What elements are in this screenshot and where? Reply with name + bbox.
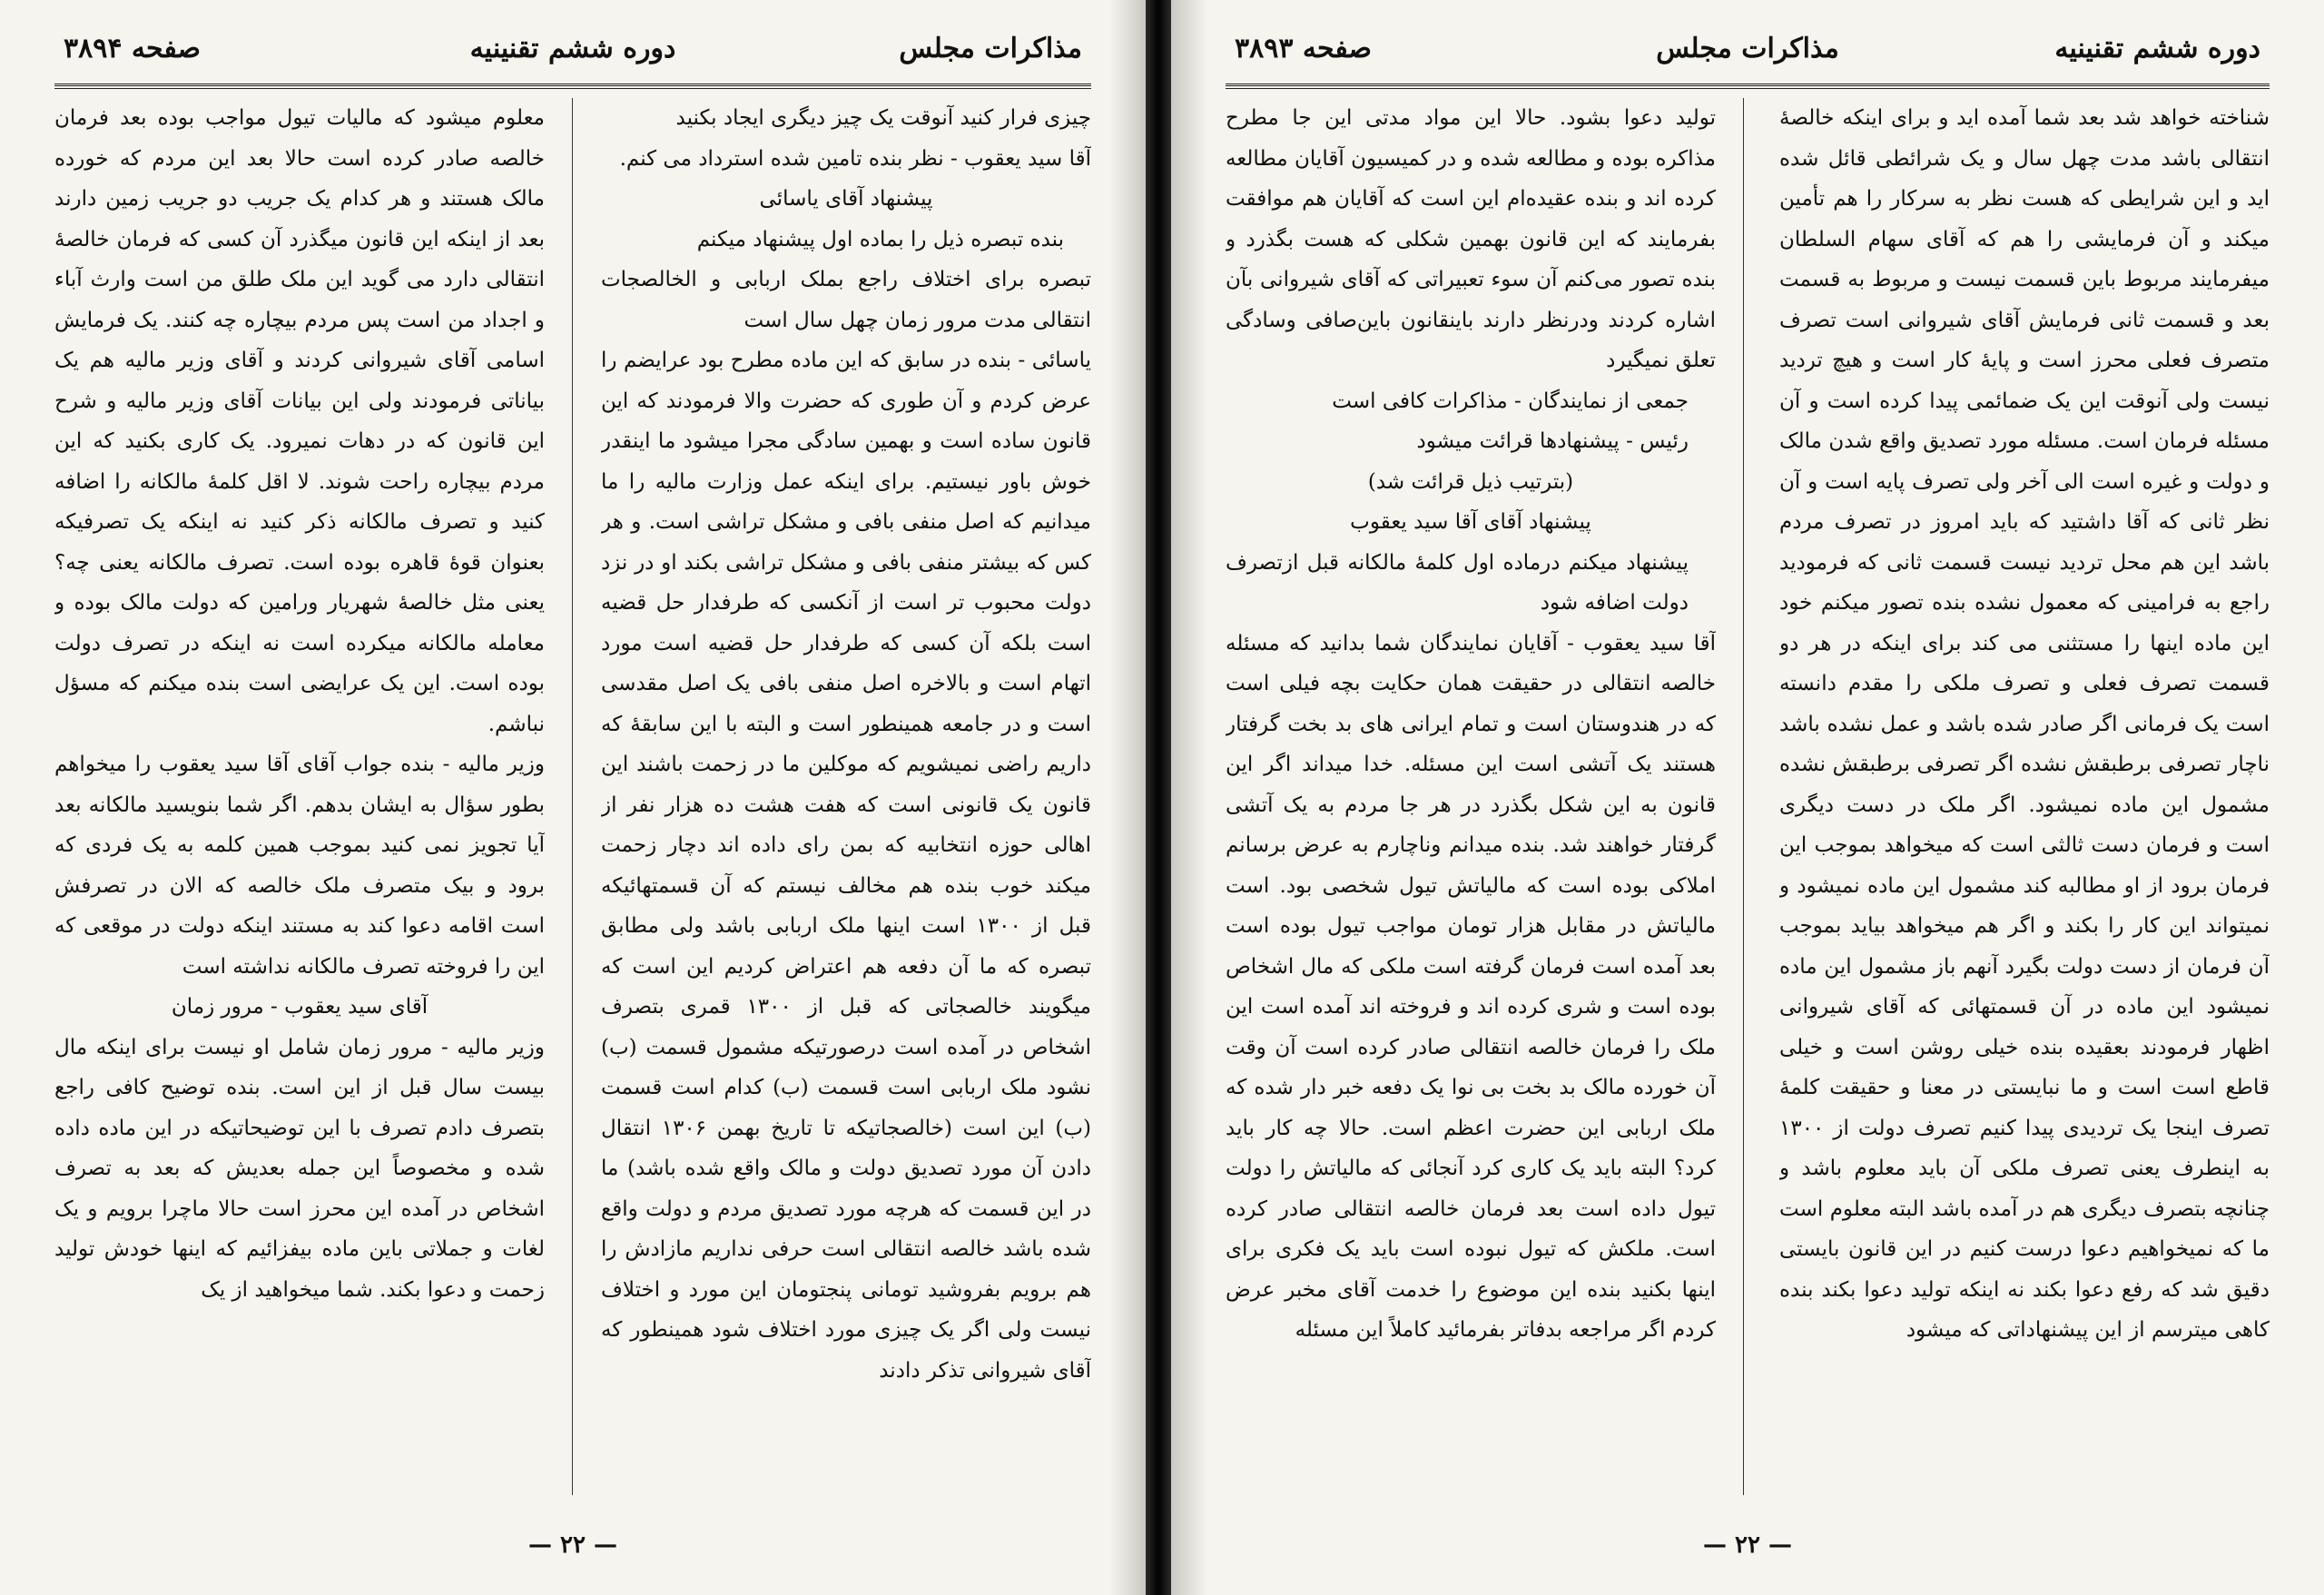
right-page bbox=[1171, 0, 2324, 1595]
left-header-title: مذاکرات مجلس bbox=[899, 33, 1082, 64]
paragraph: پیشنهاد میکنم درماده اول کلمهٔ مالکانه قبل ازتصرف دولت اضافه شود bbox=[1226, 550, 1689, 615]
speaker-line: رئیس - پیشنهادها قرائت میشود bbox=[1416, 429, 1689, 453]
speaker-line: جمعی از نمایندگان - مذاکرات کافی است bbox=[1332, 389, 1689, 413]
right-page-columns bbox=[1226, 98, 2270, 1495]
proposal-heading: پیشنهاد آقای آقا سید یعقوب bbox=[1350, 510, 1591, 534]
right-header-title: مذاکرات مجلس bbox=[1656, 33, 1839, 64]
paragraph: یاسائی - بنده در سابق که این ماده مطرح بود عرایضم را عرض کردم و آن طوری که حضرت والا فرمودند که این قانون ساده است و بهمین سادگی مجرا میشود ما اینقدر خوش باور نیستیم. برای اینکه عمل وزارت مالیه را ما میدانیم که اصل منفی بافی و مشکل تراشی است. و هر کس که بیشتر منفی بافی و مشکل تراشی بکند او در نزد دولت محبوب تر است از آنکسی که طرفدار حل قضیه است بلکه آن کسی که طرفدار حل قضیه است مورد اتهام است و بالاخره اصل منفی بافی یک اصل مقدسی است و در جامعه همینطور است و البته با این سابقهٔ که داریم راضی نمیشویم که موکلین ما در زحمت باشند این قانون یک قانونی است که هفت هشت ده هزار نفر از اهالی حوزه انتخابیه که بمن رای داده اند دچار زحمت میکند خوب بنده هم مخالف نیستم که آن قسمتهائیکه قبل از ۱۳۰۰ است اینها ملک اربابی باشد ولی مطابق تبصره که ما آن دفعه هم اعتراض کردیم این است که میگویند خالصجاتی که قبل از ۱۳۰۰ قمری بتصرف اشخاص در آمده است درصورتیکه مشمول قسمت (ب) نشود ملک اربابی است قسمت (ب) کدام است قسمت (ب) این است (خالصجاتیکه تا تاریخ بهمن ۱۳۰۶ انتقال دادن آن مورد تصدیق دولت و مالک واقع شده باشد) ما در این قسمت که هرچه مورد تصدیق مردم و دولت واقع شده باشد خالصه انتقالی است حرفی نداریم مازادش را هم برویم بفروشید تومانی پنجتومان این مورد و اختلاف نیست ولی اگر یک چیزی مورد اختلاف شود همینطور که آقای شیروانی تذکر دادند bbox=[601, 349, 1091, 1383]
paragraph: وزیر مالیه - مرور زمان شامل او نیست برای اینکه مال بیست سال قبل از این است. بنده توضیح کافی راجع بتصرف دادم تصرف با این توضیحاتیکه در این ماده داده شده و مخصوصاً این جمله بعدیش که بعد به تصرف اشخاص در آمده این محرز است حالا ماچرا برویم و یک لغات و جملاتی باین ماده بیفزائیم که اینها خودش تولید زحمت و دعوا بکند. شما میخواهید از یک bbox=[54, 1035, 545, 1302]
right-header-session: دوره ششم تقنینیه bbox=[2054, 33, 2260, 64]
right-page-column-left bbox=[1226, 98, 1716, 1495]
book-gutter bbox=[1146, 0, 1171, 1595]
speaker-line: آقای سید یعقوب - مرور زمان bbox=[171, 995, 428, 1019]
paragraph: بنده تبصره ذیل را بماده اول پیشنهاد میکنم bbox=[696, 227, 1064, 251]
left-header-session: دوره ششم تقنینیه bbox=[469, 33, 676, 64]
paragraph: چیزی فرار کنید آنوقت یک چیز دیگری ایجاد بکنید bbox=[675, 106, 1091, 130]
left-page-column-right bbox=[601, 98, 1091, 1495]
left-page-column-left bbox=[54, 98, 545, 1495]
paragraph: آقا سید یعقوب - نظر بنده تامین شده استرداد می کنم. bbox=[619, 146, 1091, 171]
paragraph: معلوم میشود که مالیات تیول مواجب بوده بعد فرمان خالصه صادر کرده است حالا بعد این مردم که خورده مالک هستند و هر کدام یک جریب دو جریب زمین دارند بعد از اینکه این قانون میگذرد آن کسی که فرمان خالصهٔ انتقالی دارد می گوید این ملک طلق من است وارث آباء و اجداد من است پس مردم بیچاره چه کنند. یک فرمایش اسامی آقای شیروانی کردند و آقای وزیر مالیه هم یک بیاناتی فرمودند ولی این بیانات آقای وزیر مالیه و شرح این قانون که در دهات نمیرود. یک کاری بکنید که این مردم بیچاره راحت شوند. لا اقل کلمهٔ مالکانه را اضافه کنید و تصرف مالکانه ذکر کنید نه اینکه یک تصرفیکه بعنوان قوهٔ قاهره بوده است. تصرف مالکانه یعنی چه؟ یعنی مثل خالصهٔ شهریار ورامین که دولت مالک بوده و معامله مالکانه میکرده است نه اینکه در تصرف دولت بوده است. این یک عرایضی است بنده میکنم که مسؤل نباشم. bbox=[54, 106, 545, 736]
left-header-page-number: صفحه ۳۸۹۴ bbox=[64, 33, 201, 64]
left-page-header bbox=[64, 27, 1082, 82]
column-divider bbox=[572, 98, 573, 1495]
paragraph: تبصره برای اختلاف راجع بملک اربابی و الخالصجات انتقالی مدت مرور زمان چهل سال است bbox=[601, 268, 1091, 332]
left-header-rule bbox=[54, 84, 1091, 89]
proposal-heading: پیشنهاد آقای یاسائی bbox=[759, 187, 933, 211]
left-page-footer-number: — ۲۲ — bbox=[527, 1531, 618, 1559]
stage-direction: (بترتیب ذیل قرائت شد) bbox=[1367, 469, 1574, 494]
paragraph: آقا سید یعقوب - آقایان نمایندگان شما بدانید که مسئله خالصه انتقالی در حقیقت همان حکایت بچه فیلی است که در هندوستان است و تمام ایرانی های بد بخت گرفتار هستند یک آتشی است این مسئله. خدا میداند اگر این قانون به این شکل بگذرد در هر جا مردم به یک آتشی گرفتار خواهند شد. بنده میدانم وناچارم به عرض برسانم املاکی بوده است که مالیاتش تیول شخصی بود. است مالیاتش در مقابل هزار تومان مواجب تیول بوده است بعد آمده است فرمان گرفته است ملکی که مال اشخاص بوده است و شری کرده اند و فروخته اند آمده است این ملک را فرمان خالصه انتقالی صادر کرده است آن وقت آن خورده مالک بد بخت بی نوا یک دفعه خبر دار شده که ملک اربابی این حضرت اعظم است. حالا چه کار باید کرد؟ البته باید یک کاری کرد آنجائی که مالیاتش را دولت تیول داده است بعد فرمان خالصه انتقالی صادر کرده است. ملکش که تیول نبوده است باید یک فکری برای اینها بکنید بنده این موضوع را خدمت آقای مخبر عرض کردم اگر مراجعه بدفاتر بفرمائید کاملاً این مسئله bbox=[1226, 631, 1716, 1342]
left-page bbox=[0, 0, 1146, 1595]
right-page-footer-number: — ۲۲ — bbox=[1702, 1531, 1793, 1559]
right-page-header bbox=[1235, 27, 2260, 82]
paragraph: وزیر مالیه - بنده جواب آقای آقا سید یعقوب را میخواهم بطور سؤال به ایشان بدهم. اگر شما بنویسید مالکانه بعد آیا تجویز نمی کنید بموجب همین کلمه به یک فردی که برود و بیک متصرف ملک خالصه که الان در تصرفش است اقامه دعوا کند به مستند اینکه دولت در موقعی که این را فروخته تصرف مالکانه نداشته است bbox=[54, 753, 545, 979]
paragraph: تولید دعوا بشود. حالا این مواد مدتی این جا مطرح مذاکره بوده و مطالعه شده و در کمیسیون آقایان مطالعه کرده اند و بنده عقیده‌ام این است که آقایان هم موافقت بفرمایند که این قانون بهمین شکلی که هست بگذرد و بنده تصور می‌کنم آن سوء تعبیراتی که آقای شیروانی بآن اشاره کردند ودرنظر دارند باینقانون باین‌صافی وسادگی تعلق نمیگیرد bbox=[1226, 106, 1716, 372]
left-page-columns bbox=[54, 98, 1091, 1495]
right-header-rule bbox=[1226, 84, 2270, 89]
paragraph: شناخته خواهد شد بعد شما آمده اید و برای اینکه خالصهٔ انتقالی باشد مدت چهل سال و یک شرائطی قائل شده اید و این شرایطی که هست نظر به سرکار را هم تأمین میکند و آن فرمایشی را هم که آقای سهام السلطان میفرمایند مربوط باین قسمت نیست و مربوط به قسمت بعد و قسمت ثانی فرمایش آقای شیروانی است تصرف متصرف فعلی محرز است و پایهٔ کار است و هیچ تردید نیست ولی آنوقت این یک ضمائمی پیدا کرده است و آن مسئله فرمان است. مسئله مورد تصدیق واقع شدن مالک و دولت و غیره است الی آخر ولی تصرف پایه است و آن نظر ثانی که آقا داشتید که باید امروز در تصرف مردم باشد این هم محل تردید نیست قسمت ثانی که فرمودید راجع به فرامینی که معمول نشده بنده تصور میکنم خود این ماده اینها را مستثنی می کند برای اینکه در هر دو قسمت تصرف فعلی و تصرف ملکی را مقدم دانسته است یک فرمانی اگر صادر شده باشد و عمل نشده باشد ناچار تصرفی برطبقش نشده اگر تصرفی برطبقش نشده مشمول این ماده نمیشود. اگر ملک در دست دیگری است و فرمان دست ثالثی است که میخواهد بموجب این فرمان برود از او مطالبه کند مشمول این ماده نمیشود و نمیتواند این کار را بکند و اگر هم میخواهد بیاید بموجب آن فرمان از دست دولت بگیرد آنهم باز مشمول این ماده نمیشود این ماده در آن قسمتهائی که آقای شیروانی اظهار فرمودند بعقیده بنده خیلی روشن است و خیلی قاطع است است و ما نبایستی در معنا و حقیقت کلمهٔ تصرف اینجا یک تردیدی پیدا کنیم تصرف دولت از ۱۳۰۰ به اینطرف یعنی تصرف ملکی آن باید معلوم باشد و چنانچه بتصرف دیگری هم در آمده باشد البته معلوم است ما که نمیخواهیم دعوا درست کنیم در این قانون بایستی دقیق شد که رفع دعوا بکند نه اینکه تولید دعوا بکند بنده کاهی میترسم از این پیشنهاداتی که میشود bbox=[1779, 106, 2270, 1342]
right-header-page-number: صفحه ۳۸۹۳ bbox=[1235, 33, 1372, 64]
right-page-column-right bbox=[1779, 98, 2270, 1495]
column-divider bbox=[1743, 98, 1744, 1495]
